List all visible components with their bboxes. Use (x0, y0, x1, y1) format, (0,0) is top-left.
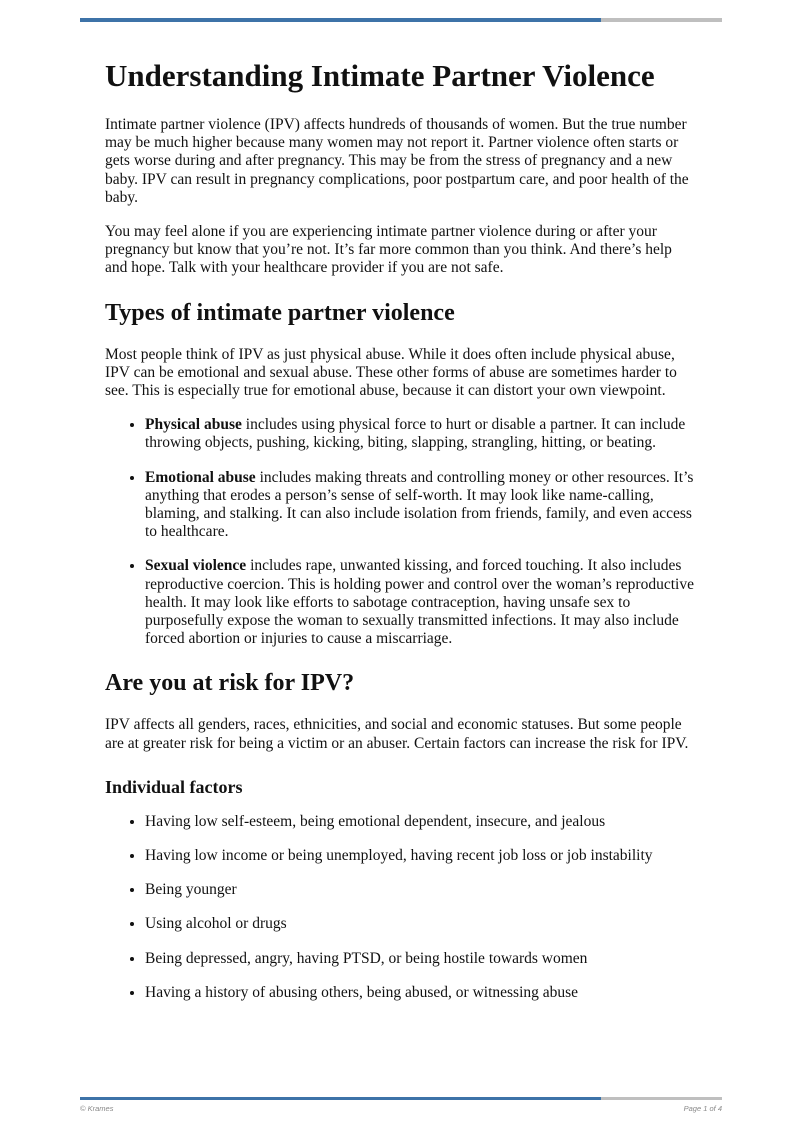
risk-paragraph: IPV affects all genders, races, ethnicities, and social and economic statuses. But some people are at greater risk for being a victim or an abuser. Certain factors can increase the risk for IPV. (105, 716, 689, 752)
footer-rule (80, 1097, 722, 1100)
list-item-term: Physical abuse (145, 416, 242, 434)
list-item: • Having low self-esteem, being emotional dependent, insecure, and jealous (145, 813, 697, 831)
list-item: • Having a history of abusing others, being abused, or witnessing abuse (145, 984, 697, 1002)
list-item (145, 557, 697, 648)
intro-paragraph-2: You may feel alone if you are experiencing intimate partner violence during or after your pregnancy but know that you’re not. It’s far more common than you think. And there’s help and hope. Talk with your healthcare provider if you are not safe. (105, 223, 672, 277)
list-item: • Being younger (145, 881, 697, 899)
types-list (105, 416, 697, 648)
list-item-text: includes rape, unwanted kissing, and forced touching. It also includes reproductive coercion. This is holding power and control over the woman’s reproductive health. It may look like efforts to sabotage contraception, having unsafe sex to purposefully expose the woman to sexually transmitted infections. It may also include forced abortion or injuries to cause a miscarriage. (145, 557, 694, 648)
footer-rule-grey (601, 1097, 722, 1100)
subheading-individual-factors: Individual factors (105, 776, 243, 797)
list-item-text: includes using physical force to hurt or disable a partner. It can include throwing objects, pushing, kicking, biting, slapping, strangling, hitting, or beating. (145, 416, 686, 452)
header-rule-grey (601, 18, 722, 22)
intro-paragraph-1: Intimate partner violence (IPV) affects hundreds of thousands of women. But the true number may be much higher because many women may not report it. Partner violence often starts or gets worse during and after pregnancy. This may be from the stress of pregnancy and a new baby. IPV can result in pregnancy complications, poor postpartum care, and poor health of the baby. (105, 116, 689, 206)
list-item (145, 469, 697, 542)
footer-rule-accent (80, 1097, 601, 1100)
footer-page-number: Page 1 of 4 (683, 1104, 722, 1113)
header-rule-accent (80, 18, 601, 22)
individual-factors-list (105, 813, 697, 1002)
header-rule (80, 18, 722, 22)
footer-copyright: © Krames (80, 1104, 114, 1113)
list-item: • Using alcohol or drugs (145, 915, 697, 933)
list-item: • Being depressed, angry, having PTSD, or being hostile towards women (145, 950, 697, 968)
list-item-term: Sexual violence (145, 557, 247, 575)
types-paragraph: Most people think of IPV as just physical abuse. While it does often include physical abuse, IPV can be emotional and sexual abuse. These other forms of abuse are sometimes harder to see. This is especially true for emotional abuse, because it can distort your own viewpoint. (105, 345, 677, 400)
document-body (105, 56, 697, 1022)
list-item-text: includes making threats and controlling money or other resources. It’s anything that erodes a person’s sense of self-worth. It may look like name-calling, blaming, and stalking. It can also include isolation from friends, family, and even access to healthcare. (145, 468, 694, 541)
section-heading-types: Types of intimate partner violence (105, 299, 455, 326)
list-item (145, 416, 697, 452)
page-title: Understanding Intimate Partner Violence (105, 58, 655, 93)
list-item-term: Emotional abuse (145, 468, 256, 486)
section-heading-risk: Are you at risk for IPV? (105, 670, 355, 697)
list-item: • Having low income or being unemployed, having recent job loss or job instability (145, 847, 697, 865)
